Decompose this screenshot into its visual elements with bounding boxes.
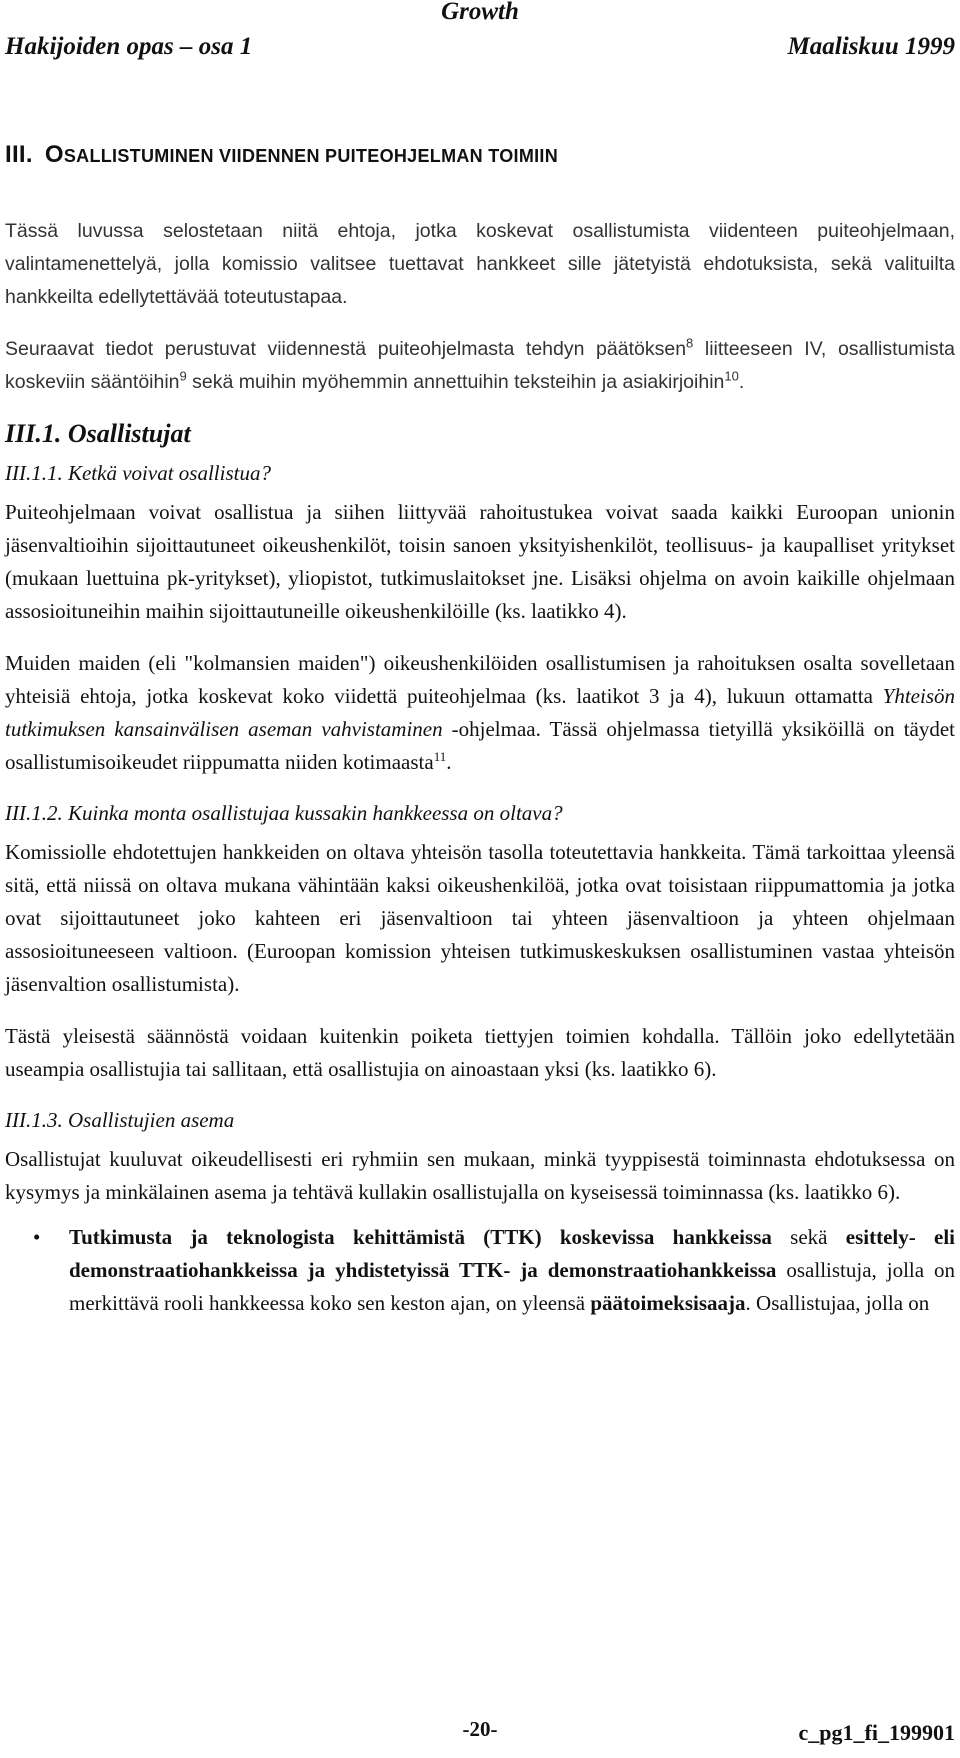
- sub1-p2-text-c: .: [446, 750, 452, 774]
- chapter-title-rest: SALLISTUMINEN VIIDENNEN PUITEOHJELMAN TOIMIIN: [63, 146, 559, 166]
- header-date: Maaliskuu 1999: [787, 33, 955, 60]
- intro-p2-text-b: liitteeseen IV, osallistumista koskeviin sääntöihin: [5, 338, 955, 393]
- subsection-3-paragraph-1: Osallistujat kuuluvat oikeudellisesti eri ryhmiin sen mukaan, minkä tyyppisestä toiminnasta ehdotuksessa on kysymys ja minkälainen asema ja tehtävä kullakin osallistujalla on kyseisessä toiminnassa (ks. laatikko 6).: [5, 1147, 955, 1204]
- subsection-1-paragraph-2: [5, 647, 955, 779]
- bullet-text-1: sekä: [771, 1225, 846, 1249]
- intro-p2-text-a: Seuraavat tiedot perustuvat viidennestä puiteohjelmasta tehdyn päätöksen: [5, 338, 687, 360]
- page-footer: [5, 1717, 955, 1751]
- footnote-ref-9: 9: [179, 368, 187, 384]
- bullet-bold-2: esittely- eli demonstraatiohankkeissa ja yhdistetyissä TTK- ja demonstraatiohankkeissa: [69, 1225, 955, 1282]
- chapter-heading: [5, 140, 955, 171]
- header-title: Growth: [441, 0, 519, 25]
- subsection-heading-kuka-voi-osallistua: III.1.1. Ketkä voivat osallistua?: [5, 461, 271, 485]
- intro-paragraph-2: [5, 333, 955, 399]
- subsection-2-paragraph-1: Komissiolle ehdotettujen hankkeiden on oltava yhteisön tasolla toteutettavia hankkeita. Tämä tarkoittaa yleensä sitä, että niissä on oltava mukana vähintään kaksi oikeushenkilöä, jotka ovat toisistaan riippumattomia ja jotka ovat sijoittautuneet joko kahteen eri jäsenvaltioon tai yhteen jäsenvaltioon ja yhteen ohjelmaan assosioituneeseen valtioon. (Euroopan komission yhteisen tutkimuskeskuksen osallistuminen vastaa yhteisön jäsenvaltion osallistumista).: [5, 840, 955, 996]
- page-number: -20-: [462, 1717, 498, 1741]
- intro-p2-text-d: .: [738, 371, 745, 393]
- bullet-bold-1: Tutkimusta ja teknologista kehittämistä (TTK) koskevissa hankkeissa: [69, 1225, 772, 1249]
- page-header: [5, 0, 955, 62]
- programme-name-italic: Yhteisön tutkimuksen kansainvälisen aseman vahvistaminen: [5, 684, 955, 741]
- subsection-heading-osallistujien-asema: III.1.3. Osallistujien asema: [5, 1108, 235, 1132]
- document-code: c_pg1_fi_199901: [798, 1720, 955, 1745]
- bullet-bold-3: päätoimeksisaaja: [590, 1291, 746, 1315]
- subsection-2-paragraph-2: Tästä yleisestä säännöstä voidaan kuitenkin poiketa tiettyjen toimien kohdalla. Tällöin joko edellytetään useampia osallistujia tai sallitaan, että osallistujia on ainoastaan yksi (ks. laatikko 6).: [5, 1024, 955, 1081]
- bullet-text-3: . Osallistujaa, jolla on: [745, 1291, 930, 1315]
- sub1-p2-text-b: -ohjelmaa. Tässä ohjelmassa tietyillä yksiköillä on täydet osallistumisoikeudet riippumatta niiden kotimaasta: [5, 717, 956, 774]
- header-guide-name: Hakijoiden opas – osa 1: [5, 33, 253, 60]
- section-heading-osallistujat: III.1. Osallistujat: [5, 419, 191, 448]
- bullet-icon: •: [33, 1225, 41, 1249]
- chapter-title-initial: O: [44, 141, 64, 168]
- bullet-text-2: osallistuja, jolla on merkittävä rooli hankkeessa koko sen keston ajan, on yleensä: [69, 1258, 956, 1315]
- footnote-ref-10: 10: [724, 368, 739, 384]
- intro-p2-text-c: sekä muihin myöhemmin annettuihin teksteihin ja asiakirjoihin: [186, 371, 725, 393]
- page-content: [5, 140, 955, 1320]
- intro-paragraph-1: Tässä luvussa selostetaan niitä ehtoja, jotka koskevat osallistumista viidenteen puiteohjelmaan, valintamenettelyä, jolla komissio valitsee tuettavat hankkeet sille jätetyistä ehdotuksista, sekä valituilta hankkeilta edellytettävää toteutustapaa.: [5, 220, 955, 308]
- chapter-number: III.: [5, 141, 33, 168]
- bullet-text: [69, 1221, 955, 1320]
- sub1-p2-text-a: Muiden maiden (eli "kolmansien maiden") oikeushenkilöiden osallistumisen ja rahoituksen osalta sovelletaan yhteisiä ehtoja, jotka koskevat koko viidettä puiteohjelmaa (ks. laatikot 3 ja 4), lukuun ottamatta: [5, 651, 955, 708]
- subsection-1-paragraph-1: Puiteohjelmaan voivat osallistua ja siihen liittyvää rahoitustukea voivat saada kaikki Euroopan unionin jäsenvaltioihin sijoittautuneet oikeushenkilöt, toisin sanoen yksityishenkilöt, teollisuus- ja kaupalliset yritykset (mukaan luettuina pk-yritykset), yliopistot, tutkimuslaitokset jne. Lisäksi ohjelma on avoin kaikille ohjelmaan assosioituneihin maihin sijoittautuneille oikeushenkilöille (ks. laatikko 4).: [5, 500, 955, 623]
- bullet-list-item: [5, 1221, 955, 1320]
- subsection-heading-osallistujamaara: III.1.2. Kuinka monta osallistujaa kussakin hankkeessa on oltava?: [5, 801, 563, 825]
- footnote-ref-11: 11: [433, 749, 447, 764]
- footnote-ref-8: 8: [686, 335, 694, 351]
